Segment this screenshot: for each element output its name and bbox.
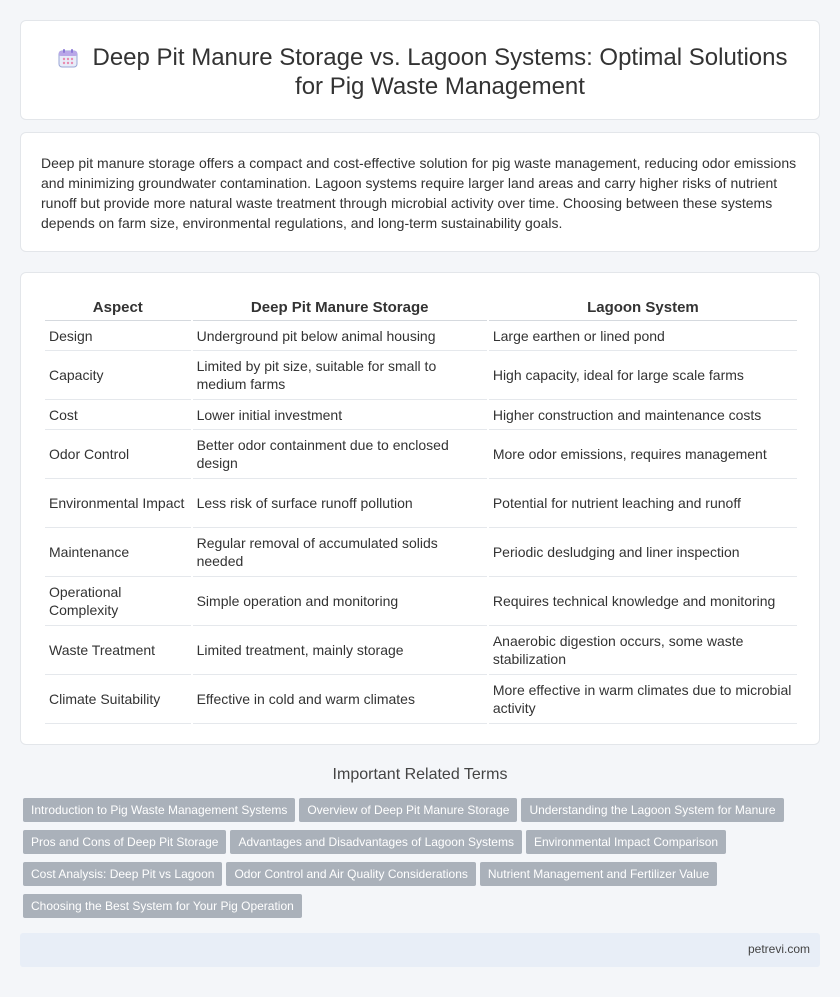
- related-term-tag[interactable]: Pros and Cons of Deep Pit Storage: [23, 830, 226, 854]
- table-cell: Less risk of surface runoff pollution: [193, 479, 487, 528]
- footer: [20, 933, 820, 967]
- table-cell: Design: [45, 321, 191, 351]
- table-row: [45, 528, 797, 577]
- table-cell: Climate Suitability: [45, 675, 191, 724]
- table-cell: Simple operation and monitoring: [193, 577, 487, 626]
- table-cell: Limited by pit size, suitable for small to medium farms: [193, 351, 487, 400]
- table-cell: Large earthen or lined pond: [489, 321, 797, 351]
- table-cell: Odor Control: [45, 430, 191, 479]
- table-cell: Better odor containment due to enclosed design: [193, 430, 487, 479]
- related-term-tag[interactable]: Cost Analysis: Deep Pit vs Lagoon: [23, 862, 222, 886]
- table-cell: Underground pit below animal housing: [193, 321, 487, 351]
- table-cell: Lower initial investment: [193, 400, 487, 430]
- related-term-tag[interactable]: Choosing the Best System for Your Pig Operation: [23, 894, 302, 918]
- related-term-tag[interactable]: Environmental Impact Comparison: [526, 830, 726, 854]
- table-row: [45, 400, 797, 430]
- table-cell: Environmental Impact: [45, 479, 191, 528]
- table-cell: More odor emissions, requires management: [489, 430, 797, 479]
- table-cell: Potential for nutrient leaching and runoff: [489, 479, 797, 528]
- related-term-tag[interactable]: Overview of Deep Pit Manure Storage: [299, 798, 517, 822]
- summary-card: [20, 132, 820, 252]
- table-row: [45, 577, 797, 626]
- table-cell: Operational Complexity: [45, 577, 191, 626]
- table-row: [45, 675, 797, 724]
- table-cell: Periodic desludging and liner inspection: [489, 528, 797, 577]
- table-cell: Limited treatment, mainly storage: [193, 626, 487, 675]
- related-term-tag[interactable]: Advantages and Disadvantages of Lagoon Systems: [230, 830, 522, 854]
- table-cell: Effective in cold and warm climates: [193, 675, 487, 724]
- table-row: [45, 321, 797, 351]
- comparison-table: [43, 295, 799, 724]
- table-row: [45, 430, 797, 479]
- column-header-lagoon: Lagoon System: [489, 295, 797, 321]
- table-header-row: [45, 295, 797, 321]
- page-title: Deep Pit Manure Storage vs. Lagoon Systems: Optimal Solutions for Pig Waste Management: [92, 44, 788, 100]
- footer-site-link[interactable]: petrevi.com: [747, 942, 810, 956]
- table-row: [45, 479, 797, 528]
- related-terms-list: [23, 798, 813, 926]
- comparison-table-card: [20, 272, 820, 745]
- summary-text: Deep pit manure storage offers a compact and cost-effective solution for pig waste management, reducing odor emissions and minimizing groundwater contamination. Lagoon systems require larger land areas and carry higher risks of nutrient runoff but provide more natural waste treatment through microbial activity over time. Choosing between these systems depends on farm size, environmental regulations, and long-term sustainability goals.: [41, 155, 797, 231]
- title-card: [20, 20, 820, 120]
- related-term-tag[interactable]: Understanding the Lagoon System for Manure: [521, 798, 783, 822]
- table-cell: Anaerobic digestion occurs, some waste stabilization: [489, 626, 797, 675]
- table-cell: Capacity: [45, 351, 191, 400]
- table-row: [45, 351, 797, 400]
- column-header-aspect: Aspect: [45, 295, 191, 321]
- table-cell: High capacity, ideal for large scale farms: [489, 351, 797, 400]
- table-cell: Cost: [45, 400, 191, 430]
- table-cell: Waste Treatment: [45, 626, 191, 675]
- related-term-tag[interactable]: Odor Control and Air Quality Considerations: [226, 862, 475, 886]
- table-cell: More effective in warm climates due to microbial activity: [489, 675, 797, 724]
- related-term-tag[interactable]: Introduction to Pig Waste Management Systems: [23, 798, 295, 822]
- table-row: [45, 626, 797, 675]
- related-term-tag[interactable]: Nutrient Management and Fertilizer Value: [480, 862, 717, 886]
- table-cell: Higher construction and maintenance costs: [489, 400, 797, 430]
- table-cell: Regular removal of accumulated solids needed: [193, 528, 487, 577]
- column-header-deep-pit: Deep Pit Manure Storage: [193, 295, 487, 321]
- related-terms-heading: Important Related Terms: [332, 766, 508, 783]
- table-cell: Maintenance: [45, 528, 191, 577]
- table-cell: Requires technical knowledge and monitoring: [489, 577, 797, 626]
